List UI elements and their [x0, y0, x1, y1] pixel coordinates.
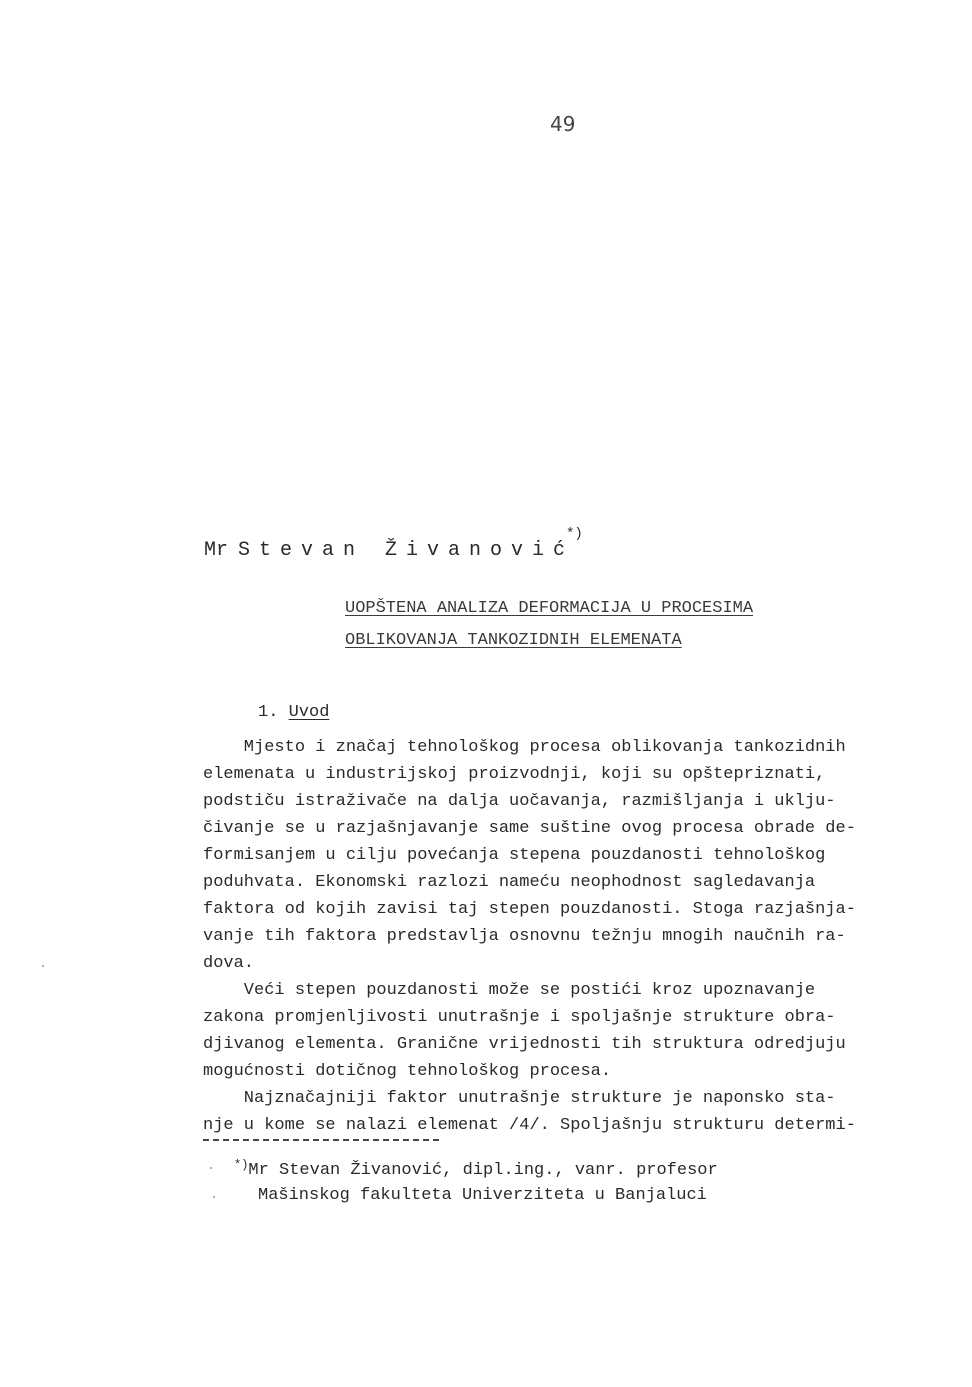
body-line: mogućnosti dotičnog tehnološkog procesa.: [203, 1062, 612, 1081]
section-name: Uvod: [288, 703, 330, 722]
title-line-2: OBLIKOVANJA TANKOZIDNIH ELEMENATA: [345, 631, 682, 650]
author-prefix: Mr: [204, 539, 229, 562]
body-line: elemenata u industrijskoj proizvodnji, koji su opštepriznati,: [203, 765, 826, 784]
body-line: poduhvata. Ekonomski razlozi nameću neophodnost sagledavanja: [203, 873, 816, 892]
author-line: [204, 539, 574, 562]
body-line: formisanjem u cilju povećanja stepena pouzdanosti tehnološkog: [203, 846, 826, 865]
body-line: čivanje se u razjašnjavanje same suštine ovog procesa obrade de-: [203, 819, 856, 838]
body-line: Veći stepen pouzdanosti može se postići kroz upoznavanje: [203, 981, 816, 1000]
footnote-text-1: Mr Stevan Živanović, dipl.ing., vanr. profesor: [248, 1161, 718, 1180]
scan-speck: [210, 1167, 212, 1169]
author-footnote-mark: *): [566, 526, 583, 542]
page-number: 49: [550, 112, 576, 136]
author-name: Stevan Živanović: [238, 539, 575, 562]
body-line: djivanog elementa. Granične vrijednosti tih struktura odredjuju: [203, 1035, 846, 1054]
scan-speck: [213, 1196, 215, 1198]
body-line: zakona promjenljivosti unutrašnje i spoljašnje strukture obra-: [203, 1008, 836, 1027]
footnote-line-1: [234, 1158, 718, 1180]
body-line: Mjesto i značaj tehnološkog procesa oblikovanja tankozidnih: [203, 738, 846, 757]
scan-speck: [42, 965, 44, 967]
footnote-separator: [203, 1139, 439, 1141]
section-number: 1.: [258, 703, 279, 722]
body-line: faktora od kojih zavisi taj stepen pouzdanosti. Stoga razjašnja-: [203, 900, 856, 919]
body-line: Najznačajniji faktor unutrašnje strukture je naponsko sta-: [203, 1089, 836, 1108]
body-line: nje u kome se nalazi elemenat /4/. Spoljašnju strukturu determi-: [203, 1116, 856, 1135]
footnote-mark: *): [234, 1158, 249, 1172]
section-heading: [258, 703, 329, 722]
title-line-1: UOPŠTENA ANALIZA DEFORMACIJA U PROCESIMA: [345, 599, 754, 618]
body-line: podstiču istraživače na dalja uočavanja, razmišljanja i uklju-: [203, 792, 836, 811]
body-line: vanje tih faktora predstavlja osnovnu težnju mnogih naučnih ra-: [203, 927, 846, 946]
footnote-line-2: Mašinskog fakulteta Univerziteta u Banjaluci: [258, 1186, 707, 1205]
body-line: dova.: [203, 954, 255, 973]
